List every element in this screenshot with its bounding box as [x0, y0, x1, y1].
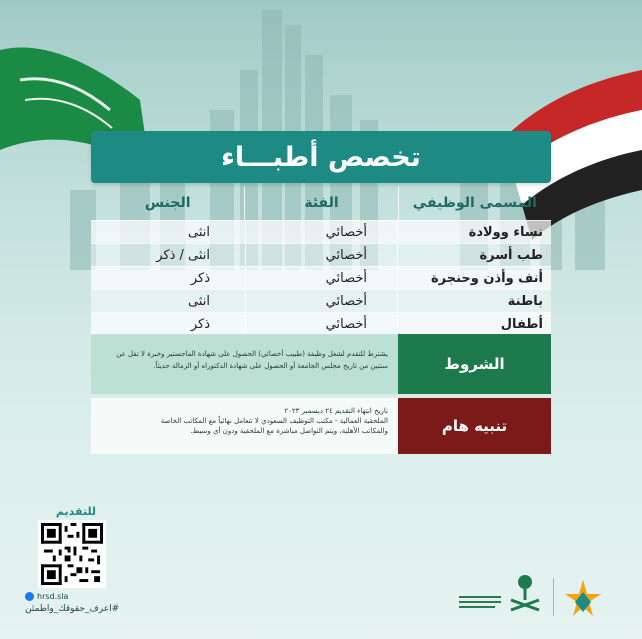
table-body: [91, 220, 551, 335]
qr-code-icon: [41, 523, 103, 585]
cell-category: أخصائي: [245, 221, 398, 243]
conditions-text: يشترط للتقدم لشغل وظيفة (طبيب أخصائي) الحصول على شهادة الماجستير وخبرة لا تقل عن سنتين من تاريخ مجلس الجامعة أو الحصول على شهادة الدكتوراه أو الزمالة حديثاً.: [91, 334, 398, 394]
table-row: [91, 312, 551, 335]
cell-category: أخصائي: [245, 313, 398, 335]
table-row: [91, 220, 551, 243]
notice-label: تنبيه هام: [398, 398, 551, 454]
cell-category: أخصائي: [245, 244, 398, 266]
cell-gender: انثى: [188, 224, 210, 240]
ministry-emblem-icon: [459, 596, 501, 608]
table-row: [91, 289, 551, 312]
header-gender: الجنس: [144, 195, 191, 211]
header-job-title: المسمى الوظيفي: [412, 195, 537, 211]
cell-gender: ذكر: [190, 316, 210, 332]
jobs-table: [91, 186, 551, 335]
saudi-emblem-icon: [511, 575, 539, 610]
hrsd-logo-icon: [565, 580, 601, 616]
cell-category: أخصائي: [245, 267, 398, 289]
cell-job-title: أطفال: [500, 316, 543, 332]
page-title: تخصص أطبـــاء: [91, 131, 551, 183]
notice-deadline: تاريخ انتهاء التقديم ٢٤ ديسمبر ٢٠٢٣: [284, 407, 388, 415]
important-notice-section: [91, 398, 551, 454]
notice-line-3: والمكاتب الأهلية، ويتم التواصل مباشرة مع الملحقية ودون أي وسيط.: [190, 427, 388, 435]
header-category: الفئة: [244, 186, 398, 220]
cell-job-title: أنف وأذن وحنجرة: [430, 270, 543, 286]
cell-category: أخصائي: [245, 290, 398, 312]
notice-text: [91, 398, 398, 454]
facebook-icon: [25, 592, 34, 601]
handle-text: hrsd.sla: [37, 592, 69, 601]
apply-label: للتقديم: [55, 505, 97, 518]
logo-divider: [553, 578, 554, 616]
conditions-label: الشروط: [398, 334, 551, 394]
table-row: [91, 243, 551, 266]
cell-job-title: باطنة: [507, 293, 543, 309]
notice-line-2: الملحقية العمالية - مكتب التوظيف السعودي لا تتعامل نهائياً مع المكاتب الخاصة: [160, 417, 388, 425]
cell-gender: انثى / ذكر: [156, 247, 210, 263]
hashtag: #اعرف_حقوقك_واطمئن: [25, 604, 120, 614]
social-handle[interactable]: [25, 592, 68, 601]
cell-gender: ذكر: [190, 270, 210, 286]
conditions-section: [91, 334, 551, 394]
table-row: [91, 266, 551, 289]
qr-code[interactable]: [38, 520, 106, 588]
table-header: [91, 186, 551, 220]
cell-job-title: نساء وولادة: [468, 224, 543, 240]
cell-gender: انثى: [188, 293, 210, 309]
logos-group: [455, 572, 615, 622]
cell-job-title: طب أسرة: [479, 247, 543, 263]
